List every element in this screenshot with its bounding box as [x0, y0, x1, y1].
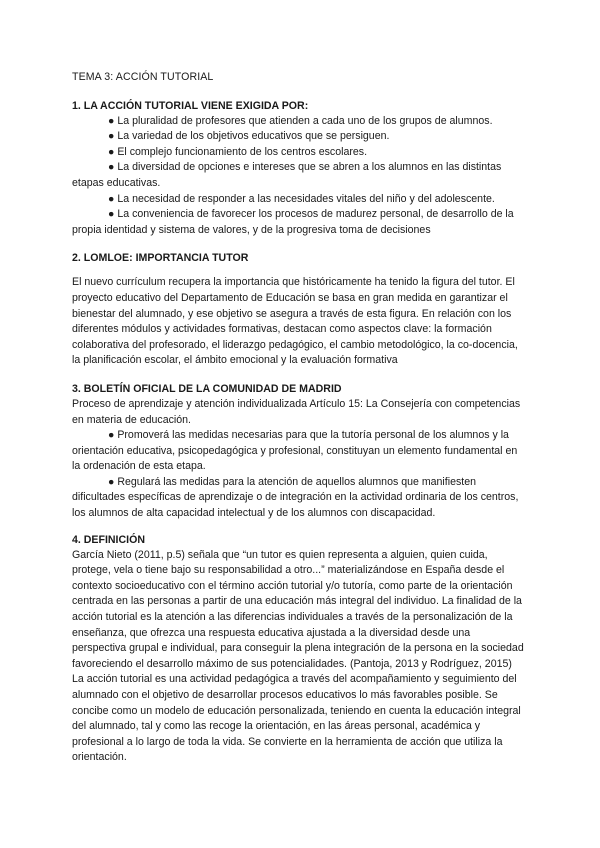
section-3-bullet: ● Promoverá las medidas necesarias para que la tutoría personal de los alumnos y la orientación educativa, psicopedagógica y profesional, constituyan un elemento fundamental en la ordenación de esta etapa. [72, 429, 518, 473]
section-4-paragraph: García Nieto (2011, p.5) señala que “un tutor es quien representa a alguien, quien cuida, protege, vela o tiene bajo su responsabilidad a otro...” materializándose en España desde el contexto socioeducativo con el término acción tutorial y/o tutoría, como parte de la orientación centrada en las personas a partir de una educación más integral del individuo. La finalidad de la acción tutorial es la atención a las diferencias individuales a través de la personalización de la enseñanza, que ofrezca una respuesta educativa ajustada a la diversidad desde una perspectiva grupal e individual, para conseguir la plena integración de la persona en la sociedad favoreciendo el desarrollo máximo de sus potencialidades. (Pantoja, 2013 y Rodríguez, 2015) La acción tutorial es una actividad pedagógica a través del acompañamiento y seguimiento del alumnado con el objetivo de desarrollar procesos educativos lo más favorables posible. Se concibe como un modelo de educación personalizada, teniendo en cuenta la educación integral del alumnado, tal y como las recoge la orientación, en las áreas personal, académica y profesional a lo largo de toda la vida. Se convierte en la herramienta de acción que utiliza la orientación. [72, 548, 524, 764]
section-1-bullet: ● La necesidad de responder a las necesidades vitales del niño y del adolescente. [108, 192, 495, 205]
section-2-heading: 2. LOMLOE: IMPORTANCIA TUTOR [72, 252, 249, 265]
section-4-heading: 4. DEFINICIÓN [72, 533, 145, 546]
document-title: TEMA 3: ACCIÓN TUTORIAL [72, 71, 214, 83]
section-1-bullet: ● El complejo funcionamiento de los centros escolares. [108, 145, 368, 158]
section-3-intro: Proceso de aprendizaje y atención individualizada Artículo 15: La Consejería con competencias en materia de educación. [72, 397, 521, 426]
section-3-bullet: ● Regulará las medidas para la atención de aquellos alumnos que manifiesten dificultades específicas de aprendizaje o de integración en la actividad ordinaria de los centros, los alumnos de alta capacidad intelectual y de los alumnos con discapacidad. [72, 475, 519, 520]
section-1-bullet: ● La pluralidad de profesores que atienden a cada uno de los grupos de alumnos. [108, 114, 493, 127]
section-1-bullet: ● La conveniencia de favorecer los procesos de madurez personal, de desarrollo de la propia identidad y sistema de valores, y de la progresiva toma de decisiones [72, 208, 514, 236]
document-page [72, 70, 526, 766]
section-3-heading: 3. BOLETÍN OFICIAL DE LA COMUNIDAD DE MADRID [72, 382, 342, 395]
section-2-paragraph: El nuevo currículum recupera la importancia que históricamente ha tenido la figura del tutor. El proyecto educativo del Departamento de Educación se basa en gran medida en garantizar el bienestar del alumnado, y ese objetivo se asegura a través de esta figura. En relación con los diferentes módulos y actividades formativas, destacan como aspectos clave: la formación colaborativa del profesorado, el liderazgo pedagógico, el cambio metodológico, la co-docencia, la planificación escolar, el ámbito emocional y la evaluación formativa [72, 276, 518, 367]
section-1-heading: 1. LA ACCIÓN TUTORIAL VIENE EXIGIDA POR: [72, 99, 309, 112]
section-1-bullet: ● La variedad de los objetivos educativos que se persiguen. [108, 130, 390, 143]
section-1-bullet: ● La diversidad de opciones e intereses que se abren a los alumnos en las distintas etapas educativas. [72, 161, 502, 189]
